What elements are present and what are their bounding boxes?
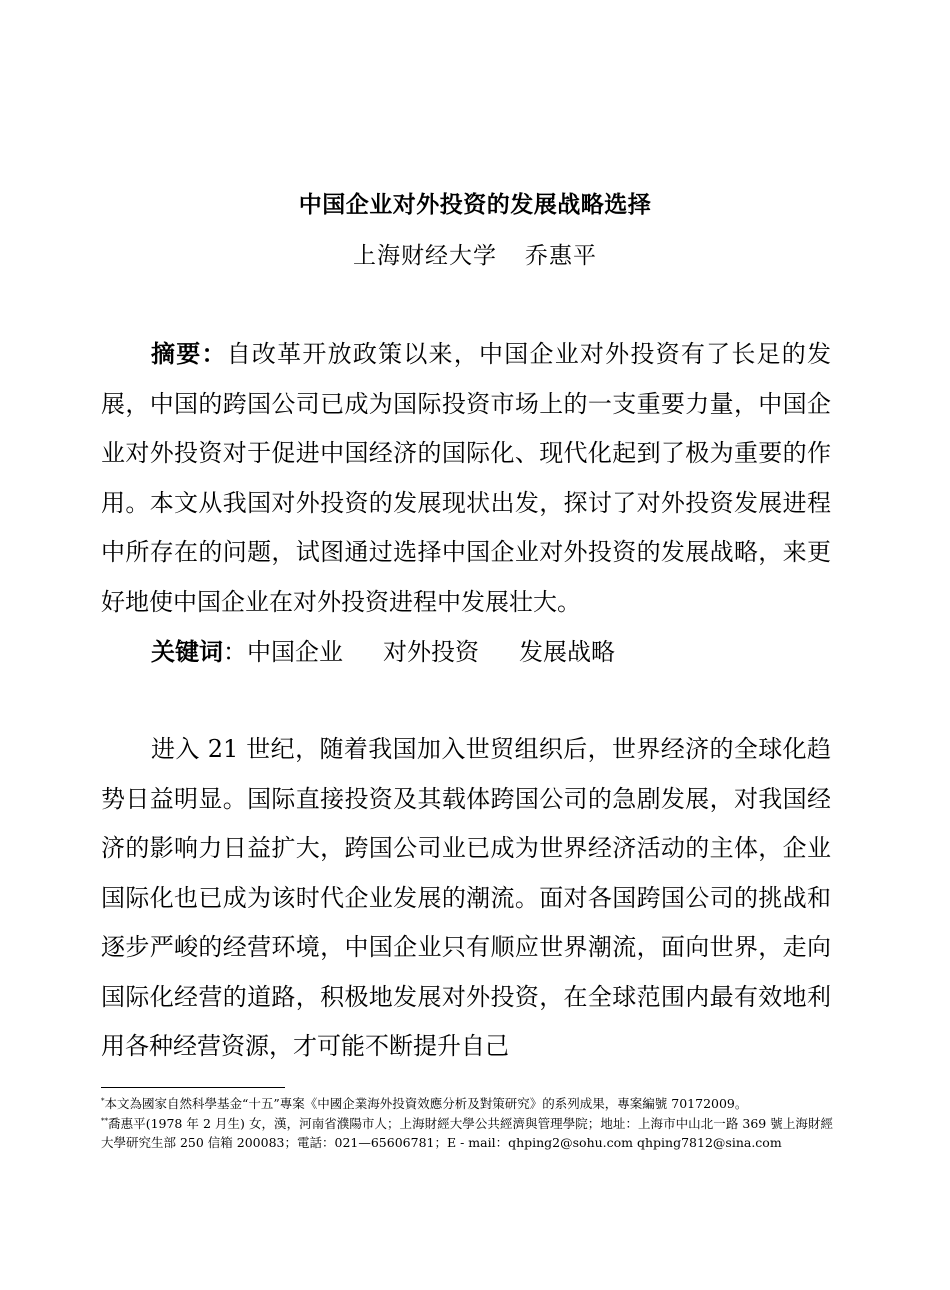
keyword-item: 中国企业: [247, 638, 343, 666]
abstract-paragraph: [101, 329, 831, 627]
keyword-item: 发展战略: [519, 638, 615, 666]
keywords-colon: ：: [223, 638, 247, 666]
author-line: [0, 237, 950, 270]
footnote-text: 本文為國家自然科學基金“十五”專案《中國企業海外投資效應分析及對策研究》的系列成果，專案編號 70172009。: [104, 1096, 748, 1111]
footnote-marker: *: [101, 1097, 105, 1105]
abstract-label: 摘要：: [151, 339, 227, 368]
footnote-separator: [101, 1087, 285, 1088]
footnote-2: [101, 1114, 833, 1153]
footnotes: [101, 1094, 833, 1153]
keyword-item: 对外投资: [383, 638, 479, 666]
author-name: 乔惠平: [525, 243, 597, 269]
keywords-label: 关键词: [151, 637, 223, 666]
body-paragraph: 进入 21 世纪，随着我国加入世贸组织后，世界经济的全球化趋势日益明显。国际直接投资及其载体跨国公司的急剧发展，对我国经济的影响力日益扩大，跨国公司业已成为世界经济活动的主体，企业国际化也已成为该时代企业发展的潮流。面对各国跨国公司的挑战和逐步严峻的经营环境，中国企业只有顺应世界潮流，面向世界，走向国际化经营的道路，积极地发展对外投资，在全球范围内最有效地利用各种经营资源，才可能不断提升自己: [101, 735, 831, 1060]
footnote-marker: **: [101, 1116, 108, 1125]
abstract-text: 自改革开放政策以来，中国企业对外投资有了长足的发展，中国的跨国公司已成为国际投资市场上的一支重要力量，中国企业对外投资对于促进中国经济的国际化、现代化起到了极为重要的作用。本文从我国对外投资的发展现状出发，探讨了对外投资发展进程中所存在的问题，试图通过选择中国企业对外投资的发展战略，来更好地使中国企业在对外投资进程中发展壮大。: [101, 340, 832, 616]
keywords-line: [151, 627, 615, 678]
paper-title: 中国企业对外投资的发展战略选择: [298, 191, 652, 218]
author-affiliation: 上海财经大学: [353, 243, 497, 269]
footnote-1: [101, 1094, 833, 1114]
footnote-text: 喬惠平(1978 年 2 月生) 女，漢，河南省濮陽市人；上海財經大學公共經濟與管理學院；地址：上海市中山北一路 369 號上海財經大學研究生部 250 信箱 200083；電話：021—65606781；E - mail：qhping2@sohu.com qhping7812@sina.com: [101, 1115, 833, 1150]
